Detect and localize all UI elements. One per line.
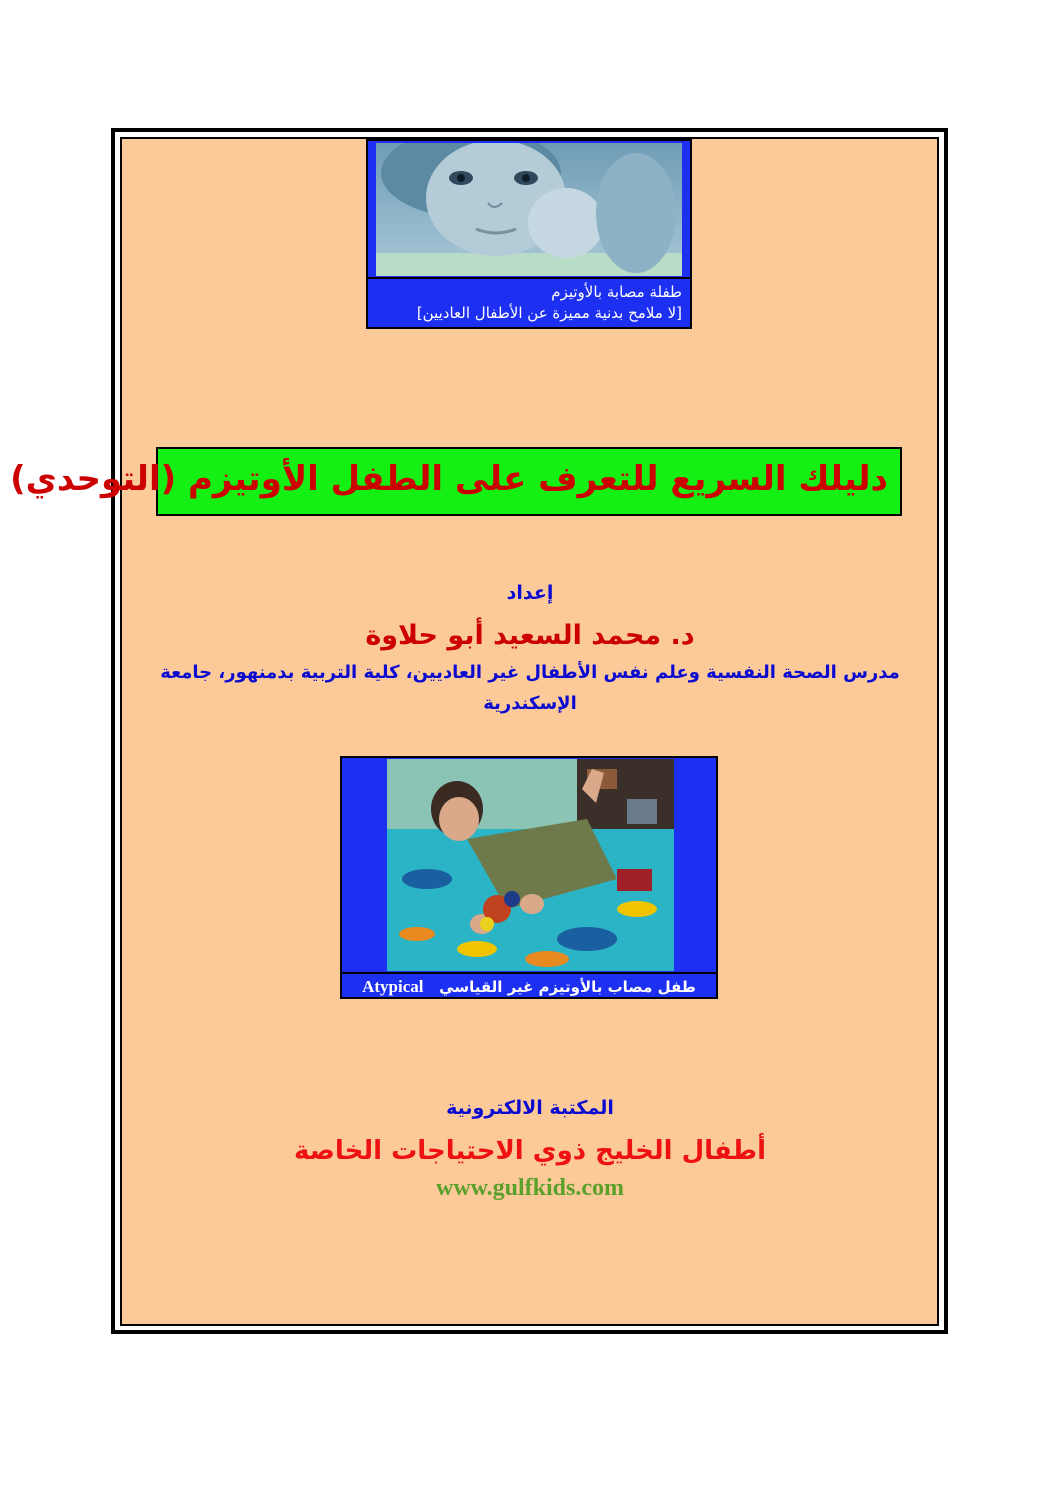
website-link[interactable]: www.gulfkids.com: [435, 1175, 625, 1201]
author-affiliation-line1: مدرس الصحة النفسية وعلم نفس الأطفال غير العاديين، كلية التربية بدمنهور، جامعة: [160, 662, 900, 683]
library-label: المكتبة الالكترونية: [446, 1097, 614, 1119]
boy-photo: [387, 759, 674, 971]
prepared-by-label: إعداد: [506, 582, 554, 604]
boy-photo-caption: [342, 972, 716, 997]
girl-photo: [376, 143, 682, 276]
boy-photo-caption-arabic: طفل مصاب بالأوتيزم غير القياسي: [439, 978, 696, 996]
girl-photo-frame: [366, 139, 692, 329]
boy-photo-frame: [340, 756, 718, 999]
library-name: أطفال الخليج ذوي الاحتياجات الخاصة: [293, 1136, 767, 1166]
boy-photo-caption-latin: Atypical: [362, 977, 424, 996]
author-name: د. محمد السعيد أبو حلاوة: [365, 620, 695, 651]
title-box: [10, 447, 902, 516]
girl-photo-caption-line1: طفلة مصابة بالأوتيزم: [551, 283, 682, 301]
girl-photo-caption: [368, 277, 690, 327]
girl-photo-caption-line2: [لا ملامح بدنية مميزة عن الأطفال العاديين]: [416, 304, 682, 322]
author-affiliation-line2: الإسكندرية: [483, 693, 577, 714]
document-title: دليلك السريع للتعرف على الطفل الأوتيزم (التوحدي): [10, 459, 888, 499]
